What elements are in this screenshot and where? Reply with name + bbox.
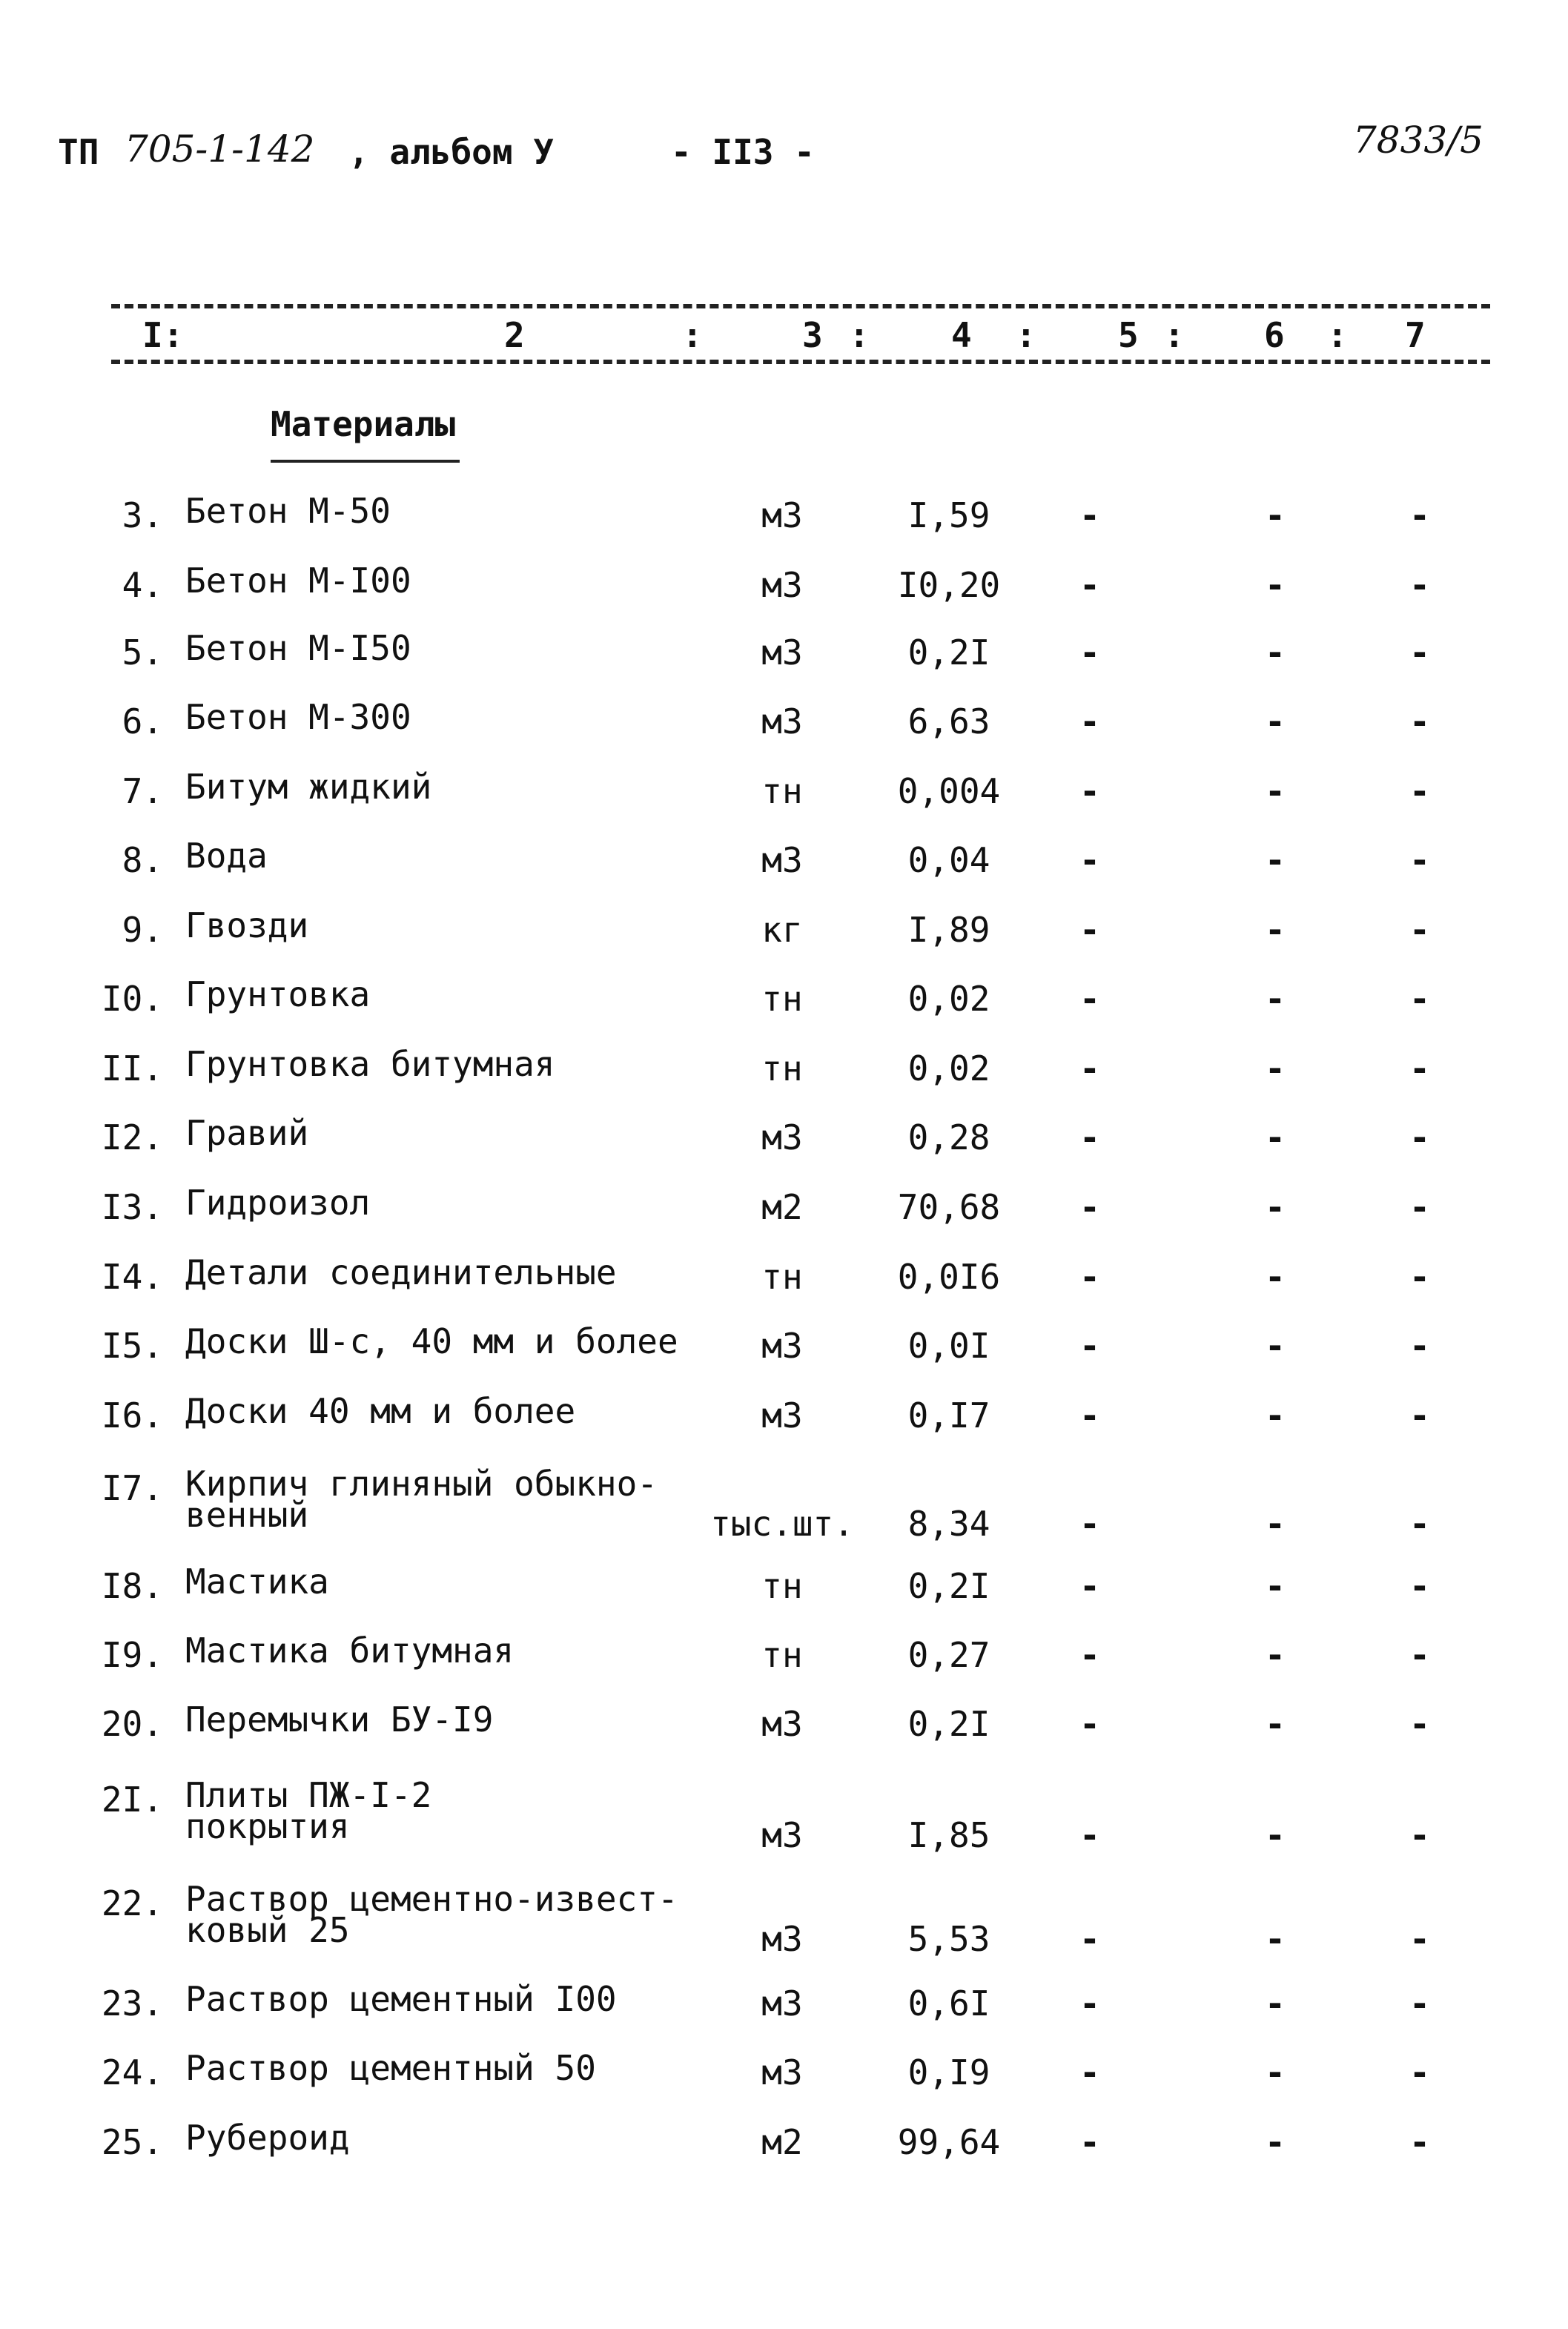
unit-of-measure: тн: [761, 1257, 803, 1297]
column-separator: :: [1164, 315, 1185, 355]
row-number: I3.: [101, 1187, 163, 1227]
column-5-value: -: [1079, 632, 1100, 673]
column-6-value: -: [1265, 495, 1286, 535]
material-name: Гидроизол: [185, 1183, 371, 1223]
archive-code-handwritten: 7833/5: [1353, 119, 1483, 162]
column-5-value: -: [1079, 1635, 1100, 1675]
quantity: I,85: [907, 1815, 990, 1855]
column-separator: :: [1327, 315, 1348, 355]
column-1-label: I:: [142, 315, 184, 355]
quantity: 0,27: [907, 1635, 990, 1675]
table-row: [0, 1044, 1568, 1117]
unit-of-measure: м3: [761, 565, 803, 605]
doc-number-handwritten: 705-1-142: [125, 128, 315, 171]
quantity: 0,6I: [907, 1983, 990, 2024]
section-title-underline: [271, 460, 460, 463]
column-5-value: -: [1079, 910, 1100, 950]
material-name: Грунтовка: [185, 974, 371, 1014]
column-7-value: -: [1409, 771, 1430, 811]
unit-of-measure: м2: [761, 1187, 803, 1227]
quantity: 0,004: [897, 771, 1001, 811]
column-6-value: -: [1265, 1635, 1286, 1675]
column-5-value: -: [1079, 495, 1100, 535]
table-row: [0, 1183, 1568, 1255]
column-5-value: -: [1079, 1048, 1100, 1088]
table-row: [0, 905, 1568, 978]
material-name: Вода: [185, 836, 268, 876]
column-7-value: -: [1409, 2052, 1430, 2092]
quantity: 0,28: [907, 1117, 990, 1157]
quantity: 0,2I: [907, 1566, 990, 1606]
table-row: [0, 974, 1568, 1047]
table-row: [0, 2048, 1568, 2121]
unit-of-measure: м3: [761, 632, 803, 673]
column-7-value: -: [1409, 1635, 1430, 1675]
quantity: 0,I9: [907, 2052, 990, 2092]
column-5-value: -: [1079, 979, 1100, 1019]
material-name: Раствор цементный 50: [185, 2048, 596, 2088]
column-5-value: -: [1079, 1326, 1100, 1366]
table-row: [0, 1699, 1568, 1772]
material-name: Доски Ш-с, 40 мм и более: [185, 1321, 678, 1361]
column-6-value: -: [1265, 840, 1286, 880]
unit-of-measure: м3: [761, 1395, 803, 1436]
quantity: 8,34: [907, 1504, 990, 1544]
material-name: Гравий: [185, 1113, 309, 1153]
material-name: Мастика: [185, 1562, 329, 1602]
material-name: Плиты ПЖ-I-2: [185, 1775, 432, 1815]
unit-of-measure: тн: [761, 1566, 803, 1606]
column-7-value: -: [1409, 565, 1430, 605]
table-row: [0, 491, 1568, 564]
unit-of-measure: м2: [761, 2122, 803, 2162]
column-6-value: -: [1265, 565, 1286, 605]
column-6-value: -: [1265, 910, 1286, 950]
quantity: 0,0I: [907, 1326, 990, 1366]
column-7-value: -: [1409, 1704, 1430, 1744]
column-5-value: -: [1079, 1566, 1100, 1606]
material-name: Доски 40 мм и более: [185, 1391, 576, 1431]
table-row: [0, 1631, 1568, 1703]
unit-of-measure: тн: [761, 979, 803, 1019]
quantity: 0,2I: [907, 632, 990, 673]
row-number: I4.: [101, 1257, 163, 1297]
material-name-continuation: покрытия: [185, 1806, 350, 1846]
column-6-value: -: [1265, 701, 1286, 741]
table-row: [0, 1113, 1568, 1186]
material-name-continuation: ковый 25: [185, 1910, 350, 1950]
row-number: 22.: [101, 1883, 163, 1923]
quantity: 6,63: [907, 701, 990, 741]
column-7-value: -: [1409, 1983, 1430, 2024]
unit-of-measure: м3: [761, 1983, 803, 2024]
row-number: 7.: [122, 771, 163, 811]
material-name: Раствор цементный I00: [185, 1979, 617, 2019]
column-7-value: -: [1409, 979, 1430, 1019]
column-5-value: -: [1079, 1117, 1100, 1157]
quantity: I,59: [907, 495, 990, 535]
column-3-label: 3: [802, 315, 823, 355]
unit-of-measure: тн: [761, 1048, 803, 1088]
column-6-value: -: [1265, 1919, 1286, 1959]
material-name: Бетон М-I50: [185, 628, 411, 668]
material-name: Перемычки БУ-I9: [185, 1699, 494, 1740]
column-7-value: -: [1409, 1919, 1430, 1959]
table-row: [0, 1391, 1568, 1464]
page-number: - II3 -: [671, 132, 815, 172]
column-6-value: -: [1265, 1117, 1286, 1157]
column-5-value: -: [1079, 701, 1100, 741]
column-7-value: -: [1409, 1395, 1430, 1436]
column-7-value: -: [1409, 910, 1430, 950]
column-6-value: -: [1265, 979, 1286, 1019]
unit-of-measure: м3: [761, 2052, 803, 2092]
quantity: 0,I7: [907, 1395, 990, 1436]
column-7-value: -: [1409, 1187, 1430, 1227]
column-7-value: -: [1409, 495, 1430, 535]
unit-of-measure: м3: [761, 701, 803, 741]
column-6-value: -: [1265, 1983, 1286, 2024]
column-5-value: -: [1079, 1704, 1100, 1744]
unit-of-measure: тыс.шт.: [710, 1504, 854, 1544]
row-number: 8.: [122, 840, 163, 880]
column-7-value: -: [1409, 1117, 1430, 1157]
table-row: [0, 1879, 1568, 1959]
table-row: [0, 767, 1568, 839]
column-5-value: -: [1079, 1815, 1100, 1855]
material-name-continuation: венный: [185, 1495, 309, 1535]
section-title: Материалы: [271, 404, 456, 444]
row-number: 6.: [122, 701, 163, 741]
row-number: 3.: [122, 495, 163, 535]
column-2-label: 2: [504, 315, 525, 355]
row-number: I2.: [101, 1117, 163, 1157]
column-6-label: 6: [1264, 315, 1285, 355]
quantity: 0,02: [907, 979, 990, 1019]
column-6-value: -: [1265, 1326, 1286, 1366]
row-number: 25.: [101, 2122, 163, 2162]
quantity: 0,0I6: [897, 1257, 1001, 1297]
table-row: [0, 836, 1568, 908]
unit-of-measure: м3: [761, 1326, 803, 1366]
column-5-value: -: [1079, 1187, 1100, 1227]
unit-of-measure: м3: [761, 840, 803, 880]
column-6-value: -: [1265, 771, 1286, 811]
column-5-value: -: [1079, 1919, 1100, 1959]
unit-of-measure: м3: [761, 1919, 803, 1959]
quantity: 5,53: [907, 1919, 990, 1959]
column-5-label: 5: [1118, 315, 1139, 355]
row-number: I5.: [101, 1326, 163, 1366]
column-6-value: -: [1265, 1395, 1286, 1436]
column-7-value: -: [1409, 1326, 1430, 1366]
material-name: Кирпич глиняный обыкно-: [185, 1464, 658, 1504]
table-top-rule: [111, 304, 1490, 308]
row-number: I7.: [101, 1468, 163, 1508]
column-7-value: -: [1409, 1566, 1430, 1606]
row-number: 9.: [122, 910, 163, 950]
column-7-label: 7: [1405, 315, 1426, 355]
row-number: I8.: [101, 1566, 163, 1606]
table-row: [0, 1321, 1568, 1394]
doc-prefix: ТП: [58, 132, 99, 172]
unit-of-measure: тн: [761, 771, 803, 811]
row-number: 5.: [122, 632, 163, 673]
table-header-bottom-rule: [111, 360, 1490, 364]
quantity: 0,02: [907, 1048, 990, 1088]
table-row: [0, 2118, 1568, 2190]
row-number: 4.: [122, 565, 163, 605]
column-5-value: -: [1079, 1504, 1100, 1544]
unit-of-measure: кг: [761, 910, 803, 950]
column-6-value: -: [1265, 1048, 1286, 1088]
material-name: Грунтовка битумная: [185, 1044, 555, 1084]
material-name: Раствор цементно-извест-: [185, 1879, 678, 1919]
column-6-value: -: [1265, 1704, 1286, 1744]
material-name: Битум жидкий: [185, 767, 432, 807]
column-6-value: -: [1265, 2122, 1286, 2162]
column-7-value: -: [1409, 1504, 1430, 1544]
column-6-value: -: [1265, 1257, 1286, 1297]
row-number: II.: [101, 1048, 163, 1088]
quantity: 0,2I: [907, 1704, 990, 1744]
column-7-value: -: [1409, 632, 1430, 673]
unit-of-measure: м3: [761, 1704, 803, 1744]
column-7-value: -: [1409, 1815, 1430, 1855]
column-6-value: -: [1265, 1187, 1286, 1227]
quantity: 99,64: [897, 2122, 1001, 2162]
column-5-value: -: [1079, 1983, 1100, 2024]
quantity: I,89: [907, 910, 990, 950]
column-7-value: -: [1409, 701, 1430, 741]
material-name: Детали соединительные: [185, 1252, 617, 1292]
quantity: 70,68: [897, 1187, 1001, 1227]
row-number: 20.: [101, 1704, 163, 1744]
quantity: 0,04: [907, 840, 990, 880]
album-label: , альбом У: [348, 132, 554, 172]
table-row: [0, 561, 1568, 633]
material-name: Рубероид: [185, 2118, 350, 2158]
column-5-value: -: [1079, 565, 1100, 605]
row-number: 24.: [101, 2052, 163, 2092]
column-6-value: -: [1265, 2052, 1286, 2092]
column-4-label: 4: [951, 315, 972, 355]
row-number: I6.: [101, 1395, 163, 1436]
column-6-value: -: [1265, 1815, 1286, 1855]
column-7-value: -: [1409, 840, 1430, 880]
column-5-value: -: [1079, 840, 1100, 880]
column-5-value: -: [1079, 2052, 1100, 2092]
material-name: Бетон М-300: [185, 697, 411, 737]
table-row: [0, 697, 1568, 770]
column-7-value: -: [1409, 2122, 1430, 2162]
column-5-value: -: [1079, 1257, 1100, 1297]
table-row: [0, 1562, 1568, 1634]
column-5-value: -: [1079, 771, 1100, 811]
material-name: Бетон М-I00: [185, 561, 411, 601]
table-row: [0, 1464, 1568, 1544]
row-number: 2I.: [101, 1780, 163, 1820]
table-row: [0, 1775, 1568, 1855]
material-name: Бетон М-50: [185, 491, 391, 531]
table-row: [0, 1252, 1568, 1325]
column-5-value: -: [1079, 2122, 1100, 2162]
column-6-value: -: [1265, 1566, 1286, 1606]
column-separator: :: [682, 315, 703, 355]
column-6-value: -: [1265, 632, 1286, 673]
column-separator: :: [1016, 315, 1036, 355]
column-5-value: -: [1079, 1395, 1100, 1436]
unit-of-measure: м3: [761, 1117, 803, 1157]
quantity: I0,20: [897, 565, 1001, 605]
unit-of-measure: м3: [761, 495, 803, 535]
material-name: Мастика битумная: [185, 1631, 515, 1671]
table-row: [0, 628, 1568, 701]
row-number: I0.: [101, 979, 163, 1019]
material-name: Гвозди: [185, 905, 309, 945]
column-7-value: -: [1409, 1257, 1430, 1297]
column-6-value: -: [1265, 1504, 1286, 1544]
row-number: I9.: [101, 1635, 163, 1675]
column-7-value: -: [1409, 1048, 1430, 1088]
row-number: 23.: [101, 1983, 163, 2024]
unit-of-measure: м3: [761, 1815, 803, 1855]
table-row: [0, 1979, 1568, 2052]
column-separator: :: [849, 315, 870, 355]
unit-of-measure: тн: [761, 1635, 803, 1675]
